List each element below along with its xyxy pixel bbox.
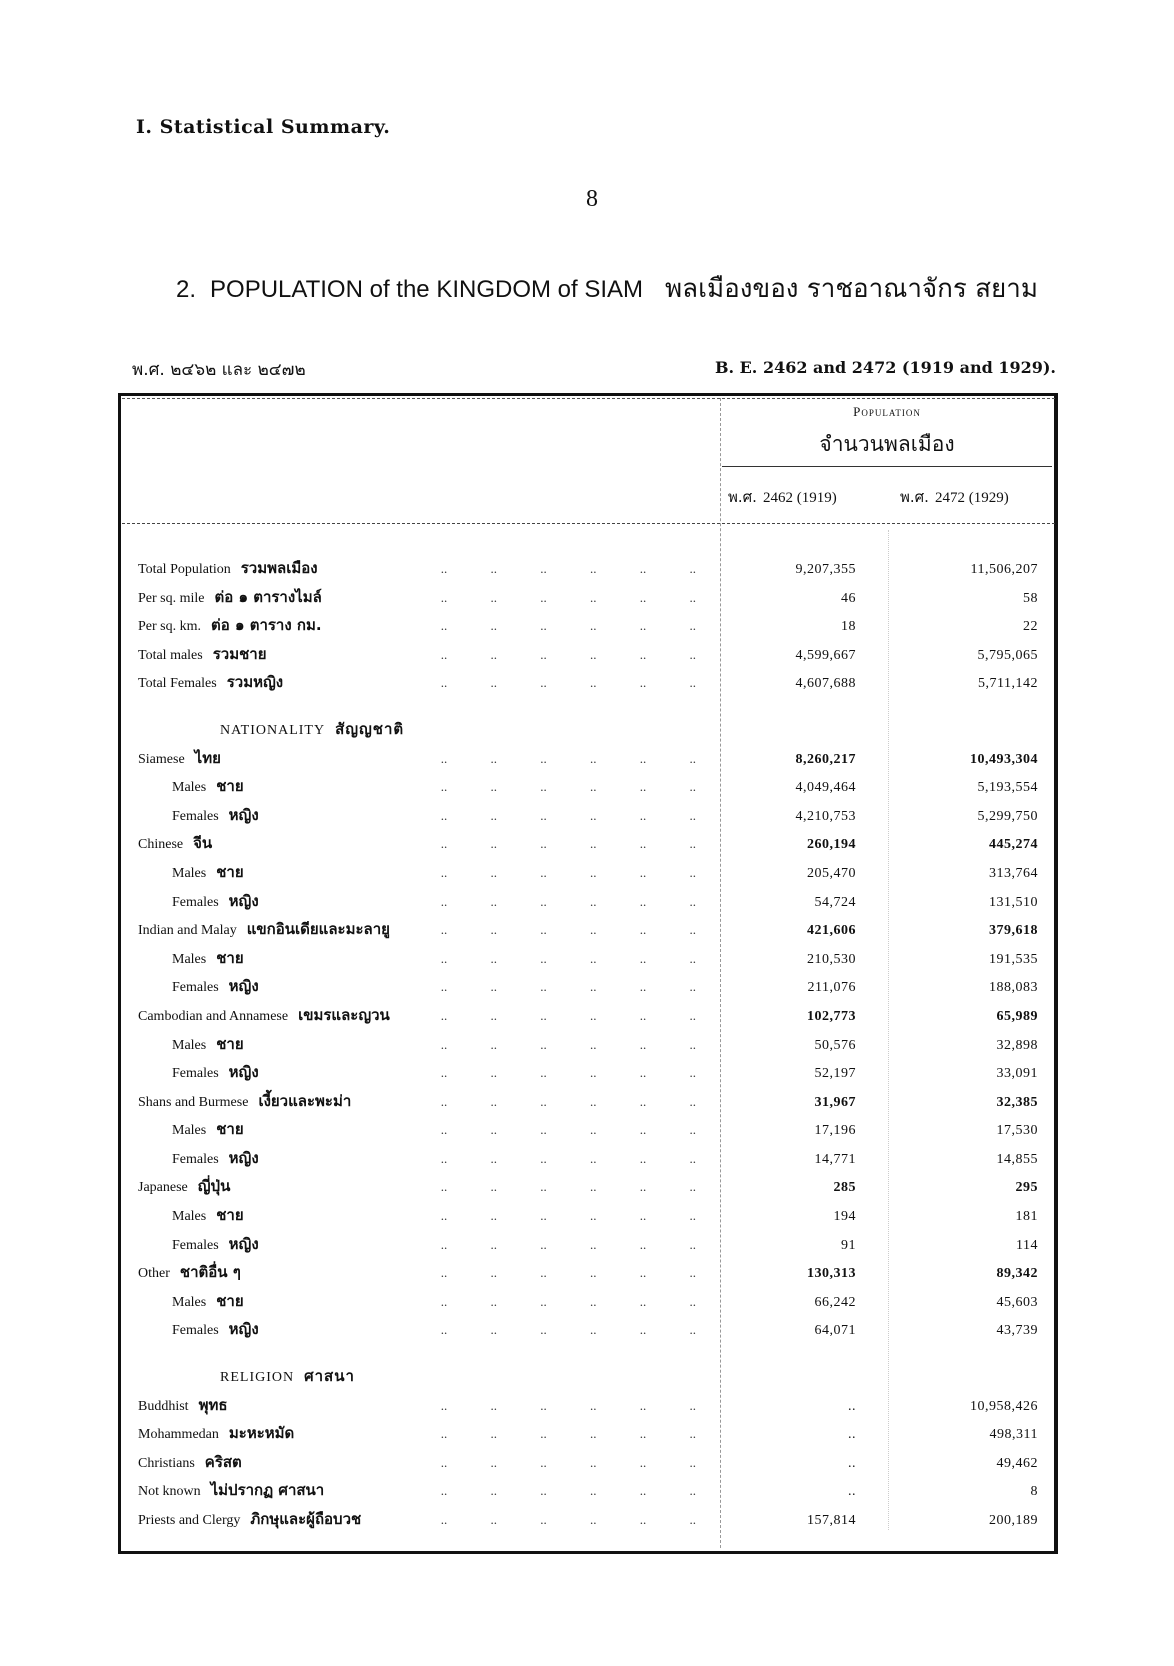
table-row — [138, 1507, 1038, 1536]
row-label-thai: ชาย — [216, 1291, 244, 1310]
table-row — [138, 1146, 1038, 1175]
column-header-1929 — [900, 485, 1009, 509]
row-label-thai: ชาย — [216, 948, 244, 967]
value-1929: 114 — [1016, 1237, 1038, 1253]
section-heading: I. Statistical Summary. — [136, 116, 391, 138]
row-label-thai: รวมหญิง — [226, 673, 284, 692]
table-row — [138, 1032, 1038, 1061]
value-1919: 211,076 — [807, 980, 856, 996]
row-label-thai: ไม่ปรากฏ ศาสนา — [210, 1481, 325, 1500]
column-header-1919 — [728, 485, 837, 509]
row-label-thai: ต่อ ๑ ตารางไมล์ — [214, 587, 322, 606]
table-row — [138, 774, 1038, 803]
row-label — [138, 1260, 249, 1284]
value-1929: 445,274 — [989, 837, 1038, 853]
row-label — [138, 946, 252, 970]
value-1919: 4,607,688 — [795, 676, 856, 692]
row-label-english: Females — [172, 1066, 219, 1082]
row-label-english: Not known — [138, 1484, 201, 1500]
value-1919: .. — [848, 1455, 856, 1471]
row-label — [138, 1478, 332, 1502]
table-row — [138, 831, 1038, 860]
value-1919: 285 — [833, 1180, 856, 1196]
value-1929: 58 — [1023, 590, 1038, 606]
row-label-thai: ชาย — [216, 777, 244, 796]
table-row — [138, 1317, 1038, 1346]
value-1929: 498,311 — [989, 1427, 1038, 1443]
value-1919: 54,724 — [814, 894, 856, 910]
row-label-thai: ไทย — [194, 748, 221, 767]
value-1919: 4,210,753 — [795, 808, 856, 824]
row-label — [138, 1507, 369, 1531]
row-label — [138, 1393, 236, 1417]
value-1929: 65,989 — [996, 1008, 1038, 1024]
leader-dots: .. .. .. .. .. .. — [440, 589, 696, 605]
row-label-english: Females — [172, 1237, 219, 1253]
row-label — [138, 556, 326, 580]
row-label — [138, 1089, 359, 1113]
row-label-english: Females — [172, 1151, 219, 1167]
value-1929: 17,530 — [996, 1123, 1038, 1139]
value-1919: 205,470 — [807, 865, 856, 881]
row-label-thai: รวมพลเมือง — [240, 559, 318, 577]
leader-dots: .. .. .. .. .. .. — [440, 1007, 696, 1023]
row-label-english: Males — [172, 1294, 207, 1310]
value-1929: 191,535 — [989, 951, 1038, 967]
table-row — [138, 1478, 1038, 1507]
row-label-thai: เงี้ยวและพะม่า — [258, 1091, 352, 1110]
value-1929: 45,603 — [996, 1294, 1038, 1310]
table-row — [138, 1003, 1038, 1032]
row-label-english: Buddhist — [138, 1398, 189, 1414]
table-row — [138, 803, 1038, 832]
table-row — [138, 613, 1038, 642]
row-label-english: Females — [172, 894, 219, 910]
value-1929: 313,764 — [989, 865, 1038, 881]
row-label-thai: ชาย — [216, 1034, 244, 1053]
value-1929: 33,091 — [996, 1066, 1038, 1082]
row-label — [138, 717, 412, 741]
row-label — [138, 585, 330, 609]
value-1919: 210,530 — [807, 951, 856, 967]
column-header-1919-year: 2462 (1919) — [762, 490, 837, 506]
row-label-english: Males — [172, 780, 207, 796]
row-label-english: Christians — [138, 1455, 195, 1471]
leader-dots: .. .. .. .. .. .. — [440, 1293, 696, 1309]
leader-dots: .. .. .. .. .. .. — [440, 1122, 696, 1138]
value-1919: 18 — [841, 619, 856, 635]
value-1919: .. — [848, 1398, 856, 1414]
row-label-english: Priests and Clergy — [138, 1513, 241, 1528]
value-1919: 421,606 — [807, 923, 856, 939]
value-1919: 194 — [833, 1209, 856, 1225]
value-1919: 52,197 — [814, 1066, 856, 1082]
table-row — [138, 1203, 1038, 1232]
row-label-english: Siamese — [138, 751, 185, 767]
row-label-thai: ญี่ปุ่น — [197, 1177, 231, 1196]
row-label — [138, 1421, 302, 1445]
table-title-english: POPULATION of the KINGDOM of SIAM — [210, 276, 644, 303]
value-1919: .. — [848, 1427, 856, 1443]
value-1919: 66,242 — [814, 1294, 856, 1310]
header-divider — [122, 523, 1055, 524]
row-label — [138, 1203, 252, 1227]
row-label — [138, 1060, 267, 1084]
value-1929: 8 — [1030, 1484, 1038, 1500]
subtitle-english-years: B. E. 2462 and 2472 (1919 and 1929). — [714, 358, 1056, 377]
value-1919: 17,196 — [814, 1123, 856, 1139]
section-heading-row — [138, 1364, 1038, 1393]
row-label-thai: หญิง — [228, 805, 259, 824]
table-row — [138, 1289, 1038, 1318]
row-label-english: Other — [138, 1266, 170, 1282]
table-row — [138, 670, 1038, 699]
table-row — [138, 917, 1038, 946]
column-header-1919-era: พ.ศ. — [728, 488, 757, 506]
row-label-english: Per sq. mile — [138, 590, 205, 606]
row-label-thai: คริสต — [204, 1452, 242, 1471]
table-row — [138, 860, 1038, 889]
row-label — [138, 1364, 363, 1388]
table-row — [138, 585, 1038, 614]
column-header-1929-year: 2472 (1929) — [934, 490, 1009, 506]
row-label-thai: ต่อ ๑ ตาราง กม. — [211, 616, 322, 635]
leader-dots: .. .. .. .. .. .. — [440, 1036, 696, 1052]
population-header-thai: จำนวนพลเมือง — [819, 432, 955, 456]
leader-dots: .. .. .. .. .. .. — [440, 922, 696, 938]
row-label — [138, 1232, 267, 1256]
value-1919: 157,814 — [807, 1513, 856, 1528]
leader-dots: .. .. .. .. .. .. — [440, 1426, 696, 1442]
row-label-english: Mohammedan — [138, 1427, 219, 1443]
leader-dots: .. .. .. .. .. .. — [440, 1236, 696, 1252]
table-row — [138, 1450, 1038, 1479]
row-label-thai: ภิกษุและผู้ถือบวช — [250, 1510, 362, 1528]
table-row — [138, 946, 1038, 975]
table-row — [138, 1060, 1038, 1089]
row-label-thai: หญิง — [228, 1320, 259, 1339]
population-header-english: Population — [853, 404, 921, 419]
column-header-1929-era: พ.ศ. — [900, 488, 929, 506]
table-row — [138, 746, 1038, 775]
row-label-english: Males — [172, 951, 207, 967]
leader-dots: .. .. .. .. .. .. — [440, 1397, 696, 1413]
row-label — [138, 860, 252, 884]
row-label-thai: หญิง — [228, 1234, 259, 1253]
row-label-thai: ชาย — [216, 1206, 244, 1225]
row-label — [138, 1003, 398, 1027]
row-label-thai: จีน — [193, 834, 213, 853]
value-1919: 4,599,667 — [795, 647, 856, 663]
leader-dots: .. .. .. .. .. .. — [440, 561, 696, 576]
row-label-thai: ศาสนา — [304, 1367, 355, 1386]
leader-dots: .. .. .. .. .. .. — [440, 1150, 696, 1166]
leader-dots: .. .. .. .. .. .. — [440, 836, 696, 852]
row-label-english: Females — [172, 808, 219, 824]
row-label-thai: เขมรและญวน — [298, 1005, 390, 1024]
row-label — [138, 746, 229, 770]
row-label-thai: มะหะหมัด — [228, 1424, 295, 1443]
value-1929: 5,193,554 — [977, 780, 1038, 796]
leader-dots: .. .. .. .. .. .. — [440, 646, 696, 662]
leader-dots: .. .. .. .. .. .. — [440, 1208, 696, 1224]
table-number: 2. — [176, 276, 197, 303]
value-1929: 32,898 — [996, 1037, 1038, 1053]
value-1929: 5,299,750 — [977, 808, 1038, 824]
row-label-english: Total males — [138, 647, 203, 663]
row-label — [138, 1146, 267, 1170]
leader-dots: .. .. .. .. .. .. — [440, 979, 696, 995]
value-1929: 5,795,065 — [977, 647, 1038, 663]
table-row — [138, 1174, 1038, 1203]
leader-dots: .. .. .. .. .. .. — [440, 1065, 696, 1081]
value-1929: 49,462 — [996, 1455, 1038, 1471]
row-label-thai: หญิง — [228, 1148, 259, 1167]
row-label-thai: แขกอินเดียและมะลายู — [246, 920, 390, 939]
row-label-thai: ชาย — [216, 1120, 244, 1139]
leader-dots: .. .. .. .. .. .. — [440, 950, 696, 966]
section-gap — [138, 699, 1038, 717]
row-label-thai: หญิง — [228, 1063, 259, 1082]
subtitle-thai-years: พ.ศ. ๒๔๖๒ และ ๒๔๗๒ — [132, 360, 306, 380]
leader-dots: .. .. .. .. .. .. — [440, 1179, 696, 1195]
value-1929: 131,510 — [989, 894, 1038, 910]
row-label-english: NATIONALITY — [220, 722, 326, 738]
leader-dots: .. .. .. .. .. .. — [440, 675, 696, 691]
row-label — [138, 917, 398, 941]
table-row — [138, 556, 1038, 585]
leader-dots: .. .. .. .. .. .. — [440, 1483, 696, 1499]
row-label-english: Females — [172, 1323, 219, 1339]
table-row — [138, 1232, 1038, 1261]
row-label-thai: ชาติอื่น ๆ — [179, 1263, 241, 1282]
row-label-english: Males — [172, 1037, 207, 1053]
row-label-english: Males — [172, 865, 207, 881]
row-label — [138, 670, 291, 694]
value-1929: 5,711,142 — [978, 676, 1038, 692]
leader-dots: .. .. .. .. .. .. — [440, 618, 696, 634]
row-label-english: Total Females — [138, 676, 217, 692]
value-1929: 43,739 — [996, 1323, 1038, 1339]
leader-dots: .. .. .. .. .. .. — [440, 750, 696, 766]
value-1919: 31,967 — [814, 1094, 856, 1110]
table-row — [138, 642, 1038, 671]
table-row — [138, 1421, 1038, 1450]
value-1929: 10,958,426 — [970, 1398, 1038, 1414]
value-1929: 32,385 — [996, 1094, 1038, 1110]
value-1919: 4,049,464 — [795, 780, 856, 796]
row-label-english: RELIGION — [220, 1370, 295, 1386]
row-label-english: Per sq. km. — [138, 619, 201, 635]
table-row — [138, 974, 1038, 1003]
row-label — [138, 1317, 267, 1341]
row-label-english: Males — [172, 1123, 207, 1139]
value-1919: 260,194 — [807, 837, 856, 853]
table-row — [138, 889, 1038, 918]
value-1929: 188,083 — [989, 980, 1038, 996]
row-label-english: Indian and Malay — [138, 923, 237, 939]
value-1919: 14,771 — [814, 1151, 856, 1167]
table-inner-rule — [122, 398, 1055, 399]
row-label — [138, 1289, 252, 1313]
value-1929: 295 — [1015, 1180, 1038, 1196]
row-label — [138, 1117, 252, 1141]
leader-dots: .. .. .. .. .. .. — [440, 1322, 696, 1338]
row-label-english: Cambodian and Annamese — [138, 1008, 289, 1024]
population-header-rule — [722, 466, 1052, 467]
value-1929: 379,618 — [989, 923, 1038, 939]
row-label-english: Total Population — [138, 562, 231, 577]
row-label-english: Chinese — [138, 837, 184, 853]
section-gap — [138, 1346, 1038, 1364]
row-label — [138, 803, 267, 827]
row-label — [138, 831, 220, 855]
row-label — [138, 1174, 238, 1198]
value-1919: 9,207,355 — [795, 562, 856, 577]
row-label-thai: หญิง — [228, 891, 259, 910]
value-1929: 89,342 — [996, 1266, 1038, 1282]
table-row — [138, 1117, 1038, 1146]
value-1929: 10,493,304 — [970, 751, 1038, 767]
value-1929: 11,506,207 — [970, 562, 1038, 577]
leader-dots: .. .. .. .. .. .. — [440, 1454, 696, 1470]
page-number: 8 — [586, 186, 598, 212]
row-label-thai: พุทธ — [198, 1395, 228, 1414]
row-label-thai: ชาย — [216, 862, 244, 881]
value-1929: 22 — [1023, 619, 1038, 635]
row-label-english: Japanese — [138, 1180, 188, 1196]
row-label — [138, 642, 275, 666]
value-1919: 50,576 — [814, 1037, 856, 1053]
leader-dots: .. .. .. .. .. .. — [440, 779, 696, 795]
value-1919: 8,260,217 — [795, 751, 856, 767]
row-label — [138, 1032, 252, 1056]
value-1919: 130,313 — [807, 1266, 856, 1282]
value-1919: 46 — [841, 590, 856, 606]
value-1929: 181 — [1015, 1209, 1038, 1225]
row-label — [138, 1450, 250, 1474]
leader-dots: .. .. .. .. .. .. — [440, 864, 696, 880]
value-1919: .. — [848, 1484, 856, 1500]
row-label-english: Females — [172, 980, 219, 996]
table-row — [138, 1260, 1038, 1289]
row-label-thai: สัญญชาติ — [335, 719, 405, 738]
value-1919: 102,773 — [807, 1008, 856, 1024]
table-title — [176, 268, 1038, 309]
table-row — [138, 1089, 1038, 1118]
row-label-english: Shans and Burmese — [138, 1094, 249, 1110]
row-label — [138, 889, 267, 913]
section-heading-row — [138, 717, 1038, 746]
leader-dots: .. .. .. .. .. .. — [440, 1265, 696, 1281]
value-1929: 200,189 — [989, 1513, 1038, 1528]
row-label-english: Males — [172, 1209, 207, 1225]
row-label-thai: รวมชาย — [212, 644, 267, 663]
value-1929: 14,855 — [996, 1151, 1038, 1167]
leader-dots: .. .. .. .. .. .. — [440, 807, 696, 823]
value-1919: 91 — [841, 1237, 856, 1253]
row-label — [138, 613, 330, 637]
leader-dots: .. .. .. .. .. .. — [440, 1093, 696, 1109]
leader-dots: .. .. .. .. .. .. — [440, 1512, 696, 1527]
table-row — [138, 1393, 1038, 1422]
value-1919: 64,071 — [814, 1323, 856, 1339]
table-title-thai: พลเมืองของ ราชอาณาจักร สยาม — [665, 274, 1038, 304]
row-label — [138, 774, 252, 798]
leader-dots: .. .. .. .. .. .. — [440, 893, 696, 909]
row-label-thai: หญิง — [228, 977, 259, 996]
table-body — [138, 556, 1038, 1536]
row-label — [138, 974, 267, 998]
